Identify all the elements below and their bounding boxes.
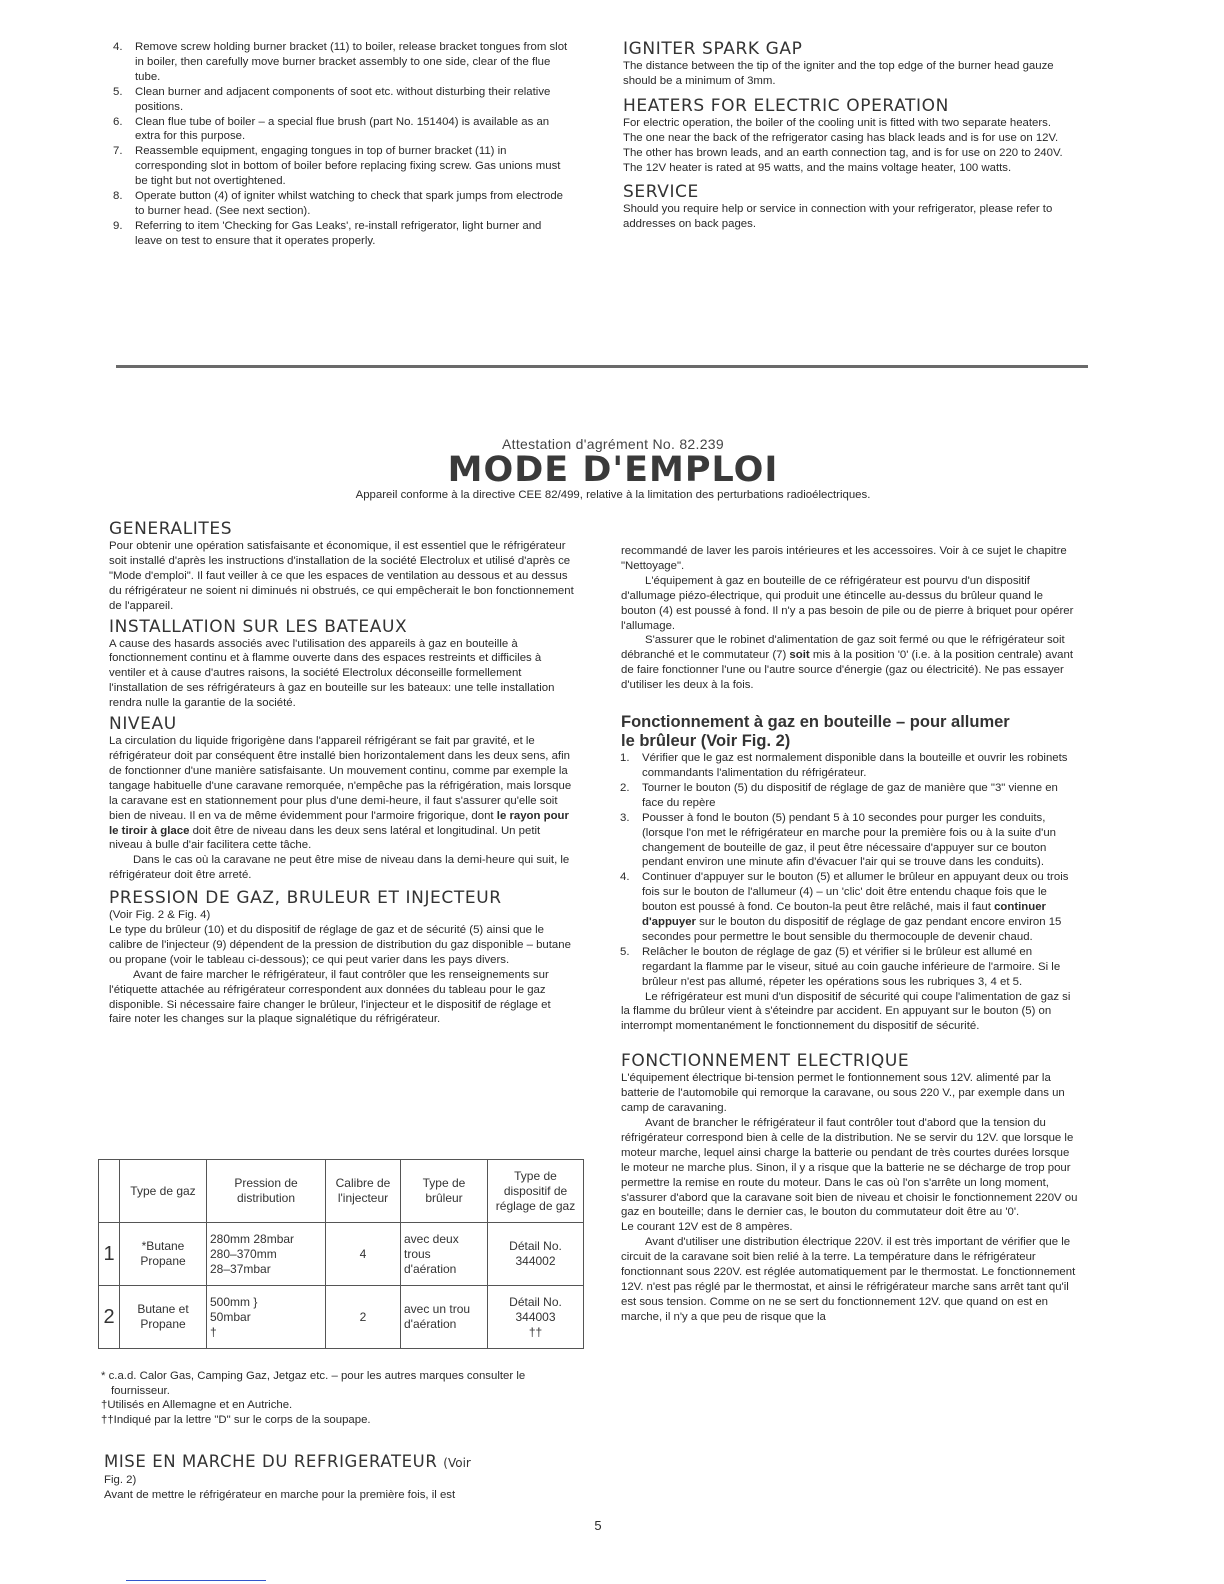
- table-header: Type de brûleur: [401, 1160, 488, 1223]
- list-item: 6. Clean flue tube of boiler – a special flue brush (part No. 151404) is available as an extra for this purpose.: [113, 115, 550, 143]
- securite-text: Le réfrigérateur est muni d'un dispositif de sécurité qui coupe l'alimentation de gaz si la flamme du brûleur vient à s'éteindre par accident. En appuyant sur le bouton (5) on interrompt momentanément le fonctionnement du dispositif de sécurité.: [621, 990, 1071, 1033]
- table-corner: [99, 1160, 120, 1223]
- mise-section: [104, 1452, 574, 1503]
- row-number: 2: [99, 1286, 120, 1349]
- top-left-column: [113, 40, 568, 249]
- table-header: Calibre de l'injecteur: [326, 1160, 401, 1223]
- right-text-1: recommandé de laver les parois intérieures et les accessoires. Voir à ce sujet le chapitre "Nettoyage".: [621, 545, 1067, 572]
- generalites-heading: GENERALITES: [109, 519, 233, 539]
- row-number: 1: [99, 1223, 120, 1286]
- table-cell: avec un trou d'aération: [401, 1286, 488, 1349]
- bateaux-heading: INSTALLATION SUR LES BATEAUX: [109, 616, 408, 637]
- footnote: ††Indiqué par la lettre "D" sur le corps de la soupape.: [101, 1413, 371, 1426]
- heaters-heading: HEATERS FOR ELECTRIC OPERATION: [623, 95, 949, 116]
- igniter-heading: IGNITER SPARK GAP: [623, 39, 803, 59]
- pression-ref: (Voir Fig. 2 & Fig. 4): [109, 909, 211, 922]
- elec-heading: FONCTIONNEMENT ELECTRIQUE: [621, 1051, 910, 1072]
- heaters-text: For electric operation, the boiler of the cooling unit is fitted with two separate heaters. The one near the back of the refrigerator casing has black leads and is for use on 12V. The other has brown leads, and an earth connection tag, and is for use on 220 to 240V. The 12V heater is rated at 95 watts, and the mains voltage heater, 100 watts.: [623, 116, 1063, 174]
- service-heading: SERVICE: [623, 182, 699, 203]
- table-cell: *Butane Propane: [120, 1223, 207, 1286]
- table-footnotes: [101, 1369, 571, 1427]
- page-number: 5: [594, 1518, 602, 1533]
- elec-text-1: L'équipement électrique bi-tension permet le fontionnement sous 12V. alimenté par la batterie de l'automobile qui remorque la caravane, ou sous 220 V., par exemple dans un camp de caravaning.: [621, 1072, 1065, 1115]
- gaz-steps: [620, 751, 1078, 990]
- gas-table: [98, 1159, 584, 1349]
- list-item: 5. Relâcher le bouton de réglage de gaz (5) et vérifier si le brûleur est allumé en regardant la flamme par le viseur, situé au coin gauche inférieure de l'armoire. Si le brûleur n'est pas allumé, répeter les opérations sous les rubriques 3, 4 et 5.: [620, 945, 1061, 988]
- page-subtitle: Appareil conforme à la directive CEE 82/499, relative à la limitation des perturbations radioélectriques.: [355, 489, 871, 501]
- list-item: 1. Vérifier que le gaz est normalement disponible dans la bouteille et ouvrir les robinets commandants l'alimentation du réfrigérateur.: [620, 752, 1068, 779]
- footnote: †Utilisés en Allemagne et en Autriche.: [101, 1399, 293, 1411]
- bottom-link-line: [126, 1580, 266, 1581]
- table-cell: Butane et Propane: [120, 1286, 207, 1349]
- right-text-2: L'équipement à gaz en bouteille de ce réfrigérateur est pourvu d'un dispositif d'allumage piézo-électrique, qui produit une étincelle au-dessus du brûleur quand le bouton (4) est poussé à fond. Il n'y a pas besoin de pile ou de pierre à briquet pour opérer l'allumage.: [621, 574, 1074, 632]
- list-item: 4. Remove screw holding burner bracket (11) to boiler, release bracket tongues from slot in boiler, then carefully move burner bracket assembly to one side, clear of the flue tube.: [113, 41, 568, 83]
- table-cell: avec deux trous d'aération: [401, 1223, 488, 1286]
- right-text-3: S'assurer que le robinet d'alimentation de gaz soit fermé ou que le réfrigérateur soit débranché et le commutateur (7) soit mis à la position '0' (i.e. à la position centrale) avant de faire fonctionner l'une ou l'autre source d'énergie (gaz ou électricité). Ne pas essayer d'utiliser les deux à la fois.: [621, 634, 1073, 692]
- table-cell: Détail No. 344002: [488, 1223, 584, 1286]
- table-row: [99, 1223, 584, 1286]
- table-header-row: [99, 1160, 584, 1223]
- left-column: [109, 520, 575, 1027]
- maintenance-steps: [113, 40, 568, 249]
- right-column: [621, 544, 1078, 1325]
- bateaux-text: A cause des hasards associés avec l'utilisation des appareils à gaz en bouteille à fonctionnement continu et à flamme ouverte dans des espaces restreints et difficiles à ventiler et à cause d'autres raisons, la société Electrolux déconseille formellement l'installation de ses réfrigérateurs à gaz en bouteille sur les bateaux: une telle installation rendra nulle la garantie de la société.: [109, 637, 555, 710]
- table-cell: 4: [326, 1223, 401, 1286]
- table-row: [99, 1286, 584, 1349]
- mise-heading: MISE EN MARCHE DU REFRIGERATEUR (Voir: [104, 1452, 471, 1471]
- footnote: * c.a.d. Calor Gas, Camping Gaz, Jetgaz etc. – pour les autres marques consulter le fournisseur.: [101, 1370, 526, 1397]
- mise-text: Avant de mettre le réfrigérateur en marche pour la première fois, il est: [104, 1488, 456, 1501]
- pression-text: Le type du brûleur (10) et du dispositif de réglage de gaz et de sécurité (5) ainsi que le calibre de l'injecteur (9) dépendent de la pression de distribution du gaz disponible – butane ou propane (voir le tableau ci-dessous); ce qui peut varier dans les pays divers.: [109, 924, 571, 966]
- gaz-heading: Fonctionnement à gaz en bouteille – pour allumer le brûleur (Voir Fig. 2): [621, 713, 1010, 751]
- top-right-column: [623, 40, 1071, 232]
- pression-heading: PRESSION DE GAZ, BRULEUR ET INJECTEUR: [109, 888, 502, 909]
- table-header: Pression de distribution: [207, 1160, 326, 1223]
- table-cell: 500mm } 50mbar †: [207, 1286, 326, 1349]
- list-item: 2. Tourner le bouton (5) du dispositif de réglage de gaz de manière que "3" vienne en face du repère: [620, 781, 1058, 809]
- page-header: [116, 436, 1110, 501]
- table-cell: 2: [326, 1286, 401, 1349]
- elec-text-2: Avant de brancher le réfrigérateur il faut contrôler tout d'abord que la tension du réfrigérateur correspond bien à celle de la distribution. Ne se servir du 12V. que lorsque le moteur marche, lequel ainsi charge la batterie ou pendant de très courtes durées lorsque le moteur ne marche plus. Sinon, il y a risque que la batterie ne se décharge de trop pour permettre la remise en route du moteur. Dans le cas où l'on s'arrête un long moment, s'assurer d'abord que la caravane soit bien de niveau et choisir le fonctionnement 220V ou gaz en bouteille; dans le dernier cas, le bouton du commutateur doit être au '0'.: [621, 1117, 1078, 1219]
- table-cell: Détail No. 344003 ††: [488, 1286, 584, 1349]
- elec-text-4: Avant d'utiliser une distribution électrique 220V. il est très important de vérifier que le circuit de la caravane soit bien relié à la terre. La température dans le réfrigérateur fonctionnant sous 220V. est réglée automatiquement par le thermostat. Le fonctionnement 12V. n'est pas réglé par le thermostat, et ainsi le réfrigérateur marche sans arrêt tant qu'il est sous tension. Comme on ne se sert du fonctionnement 12V. que quand on est en marche, il n'y a que peu de risque que la: [621, 1236, 1076, 1323]
- niveau-heading: NIVEAU: [109, 714, 177, 735]
- mise-ref: Fig. 2): [104, 1474, 137, 1486]
- table-header: Type de dispositif de réglage de gaz: [488, 1160, 584, 1223]
- section-divider: [116, 365, 1088, 368]
- niveau-text-2: Dans le cas où la caravane ne peut être mise de niveau dans la demi-heure qui suit, le réfrigérateur doit être arreté.: [109, 854, 570, 882]
- list-item: 4. Continuer d'appuyer sur le bouton (5) et allumer le brûleur en appuyant deux ou trois fois sur le bouton de l'allumeur (4) – un 'clic' doit être entendu chaque fois que le bouton est poussé à fond. Ce bouton-la peut être relâché, mais il faut continuer d'appuyer sur le bouton du dispositif de réglage de gaz pendant encore environ 15 secondes pour permettre le bout sensible du thermocouple de devenir chaud.: [620, 871, 1069, 943]
- list-item: 5. Clean burner and adjacent components of soot etc. without disturbing their relative positions.: [113, 85, 551, 113]
- elec-text-3: Le courant 12V est de 8 ampères.: [621, 1221, 793, 1234]
- pression-text-2: Avant de faire marcher le réfrigérateur, il faut contrôler que les renseignements sur l'étiquette attachée au réfrigérateur correspondent aux données du tableau pour le gaz disponible. Si nécessaire faire changer le brûleur, l'injecteur et le dispositif de réglage et faire noter les changes sur la plaque signalétique du réfrigérateur.: [109, 968, 551, 1026]
- service-text: Should you require help or service in connection with your refrigerator, please refer to addresses on back pages.: [623, 203, 1053, 231]
- list-item: 9. Referring to item 'Checking for Gas Leaks', re-install refrigerator, light burner and leave on test to ensure that it operates properly.: [113, 219, 542, 247]
- list-item: 8. Operate button (4) of igniter whilst watching to check that spark jumps from electrode to burner head. (See next section).: [113, 190, 563, 217]
- generalites-text: Pour obtenir une opération satisfaisante et économique, il est essentiel que le réfrigérateur soit installé d'après les instructions d'installation de la société Electrolux et utilisé d'après ce "Mode d'emploi". Il faut veiller à ce que les espaces de ventilation au dessous et au dessus du réfrigérateur ne soient ni diminués ni obstrués, ce qui empêcherait le bon fonctionnement de l'appareil.: [109, 540, 574, 612]
- page-title: MODE D'EMPLOI: [447, 450, 779, 490]
- list-item: 7. Reassemble equipment, engaging tongues in top of burner bracket (11) in corresponding slot in bottom of boiler before replacing fixing screw. Gas unions must be tight but not overtightened.: [113, 145, 561, 188]
- list-item: 3. Pousser à fond le bouton (5) pendant 5 à 10 secondes pour purger les conduits, (lorsque l'on met le réfrigérateur en marche pour la première fois ou à la suite d'un changement de bouteille de gaz, il peut être nécessaire d'appuyer sur ce bouton pendant environ une minute afin d'évacuer l'air qui se trouve dans les conduits).: [620, 811, 1056, 869]
- table-header: Type de gaz: [120, 1160, 207, 1223]
- attestation-line: Attestation d'agrément No. 82.239: [502, 436, 724, 452]
- igniter-text: The distance between the tip of the igniter and the top edge of the burner head gauze should be a minimum of 3mm.: [623, 60, 1054, 87]
- table-cell: 280mm 28mbar 280–370mm 28–37mbar: [207, 1223, 326, 1286]
- niveau-text: La circulation du liquide frigorigène dans l'appareil réfrigérant se fait par gravité, et le réfrigérateur doit par conséquent être installé bien horizontalement dans les deux sens, afin de fonctionner d'une manière satisfaisante. Un mouvement continu, comme par exemple la tangage habituelle d'une caravane remorquée, n'empêche pas la réfrigération, mais lorsque la caravane est en stationnement pour plus d'une demi-heure, il faut s'assurer qu'elle soit bien de niveau. Il en va de même évidemment pour l'armoire frigorique, dont le rayon pour le tiroir à glace doit être de niveau dans les deux sens latéral et longitudinal. Un petit niveau à bulle d'air facilitera cette tâche.: [109, 735, 572, 852]
